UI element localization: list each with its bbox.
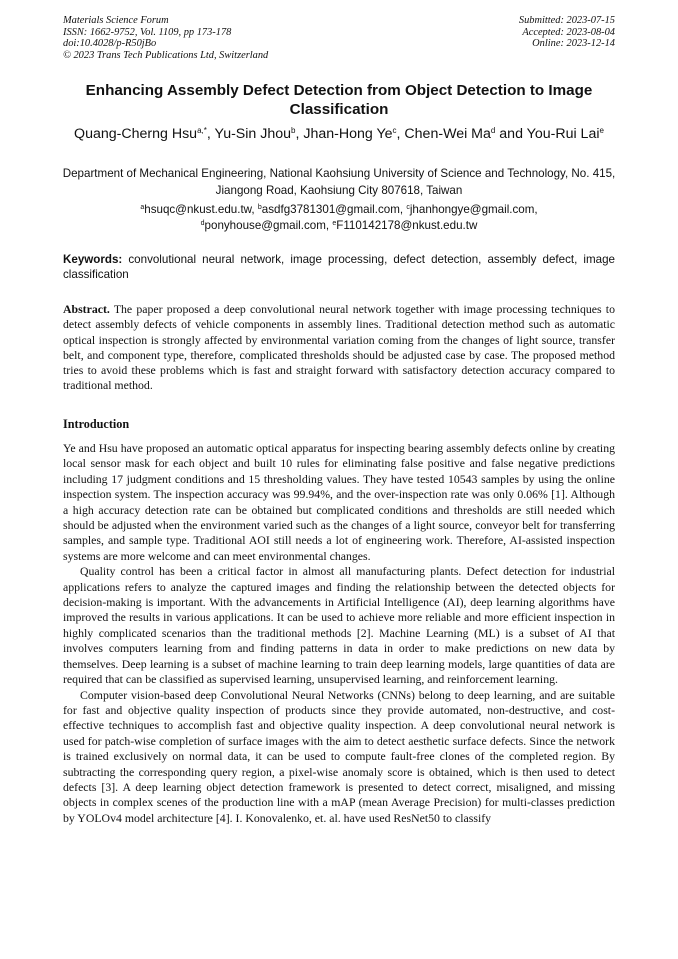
email-line: $^a$hsuqc@nkust.edu.tw, $^b$asdfg3781301@gmail.com, $^c$jhanhongye@gmail.com,	[140, 203, 538, 216]
abstract-label: Abstract.	[63, 302, 110, 316]
author: Chen-Wei Ma$^d$ and	[404, 126, 527, 142]
author-list	[40, 125, 638, 144]
paragraph: Quality control has been a critical factor in almost all manufacturing plants. Defect detection for industrial applications refers to analyze the captured images and finding the relationship between the detected objects for decision-making is important. With the advancements in Artificial Intelligence (AI), deep learning algorithms have improved the results in various applications. It can be used to achieve more reliable and more efficient inspection in highly complicated scenarios than the traditional methods [2]. Machine Learning (ML) is a subset of AI that involves computers learning from and finding patterns in data in order to make predictions on new data by themselves. Deep learning is a subset of machine learning to train deep learning models, large quantities of data are required that can be classified as supervised learning, unsupervised learning, and reinforcement learning.	[63, 564, 615, 687]
section-heading-introduction: Introduction	[63, 417, 130, 431]
abstract-text: The paper proposed a deep convolutional neural network together with image processing techniques to detect assembly defects of vehicle components in assembly lines. Traditional detection method such as automatic optical inspection is strongly affected by environmental variation coming from the changes of light source, transfer belt, and component type, therefore, complicated thresholds should be adjusted case by case. The proposed method tries to avoid these problems which is fast and straight forward with satisfactory detection accuracy compared to traditional method.	[63, 302, 615, 393]
affiliation: Department of Mechanical Engineering, National Kaohsiung University of Science and Technology, No. 415, Jiangong Road, Kaohsiung City 807618, Taiwan	[62, 167, 616, 197]
paragraph: Computer vision-based deep Convolutional Neural Networks (CNNs) belong to deep learning, and are suitable for fast and objective quality inspection of products since they provide automated, non-destructive, and cost-effective techniques to accomplish fast and objective quality inspection. A deep convolutional neural network is used for patch-wise completion of surface images with the aim to detect aesthetic surface defects. Since the network is trained exclusively on normal data, it can be used to compute fault-free clones of the completed region. By subtracting the corresponding query region, a pixel-wise anomaly score is obtained, which is then used to detect defects [3]. A deep learning object detection framework is presented to detect correct, misaligned, and missing objects in complex scenes of the production line with a mAP (mean Average Precision) for multi-classes prediction by YOLOv4 model architecture [4]. I. Konovalenko, et. al. have used ResNet50 to classify	[63, 687, 615, 825]
paragraph: Ye and Hsu have proposed an automatic optical apparatus for inspecting bearing assembly defects online by creating local sensor mask for each object and built 10 rules for eliminating false positive and false negative predictions including 17 judgment conditions and 15 thresholding values. They have tested 10543 samples by using the online inspection system. The inspection accuracy was 99.94%, and the over-inspection rate was only 0.06% [1]. Although a high accuracy detection rate can be obtained but complicated conditions and thresholds are still needed which should be adjusted when the environment varied such as the changes of a light source, conveyor belt for transferring samples, and sample type. Traditional AOI still needs a lot of engineering work. Therefore, AI-assisted inspection systems are more welcome and can meet environmental changes.	[63, 441, 615, 563]
email[interactable]: $^d$ponyhouse@gmail.com	[200, 219, 326, 232]
accepted-date: Accepted: 2023-08-04	[522, 26, 615, 38]
email[interactable]: $^c$jhanhongye@gmail.com	[406, 203, 535, 216]
keywords-text: convolutional neural network, image processing, defect detection, assembly defect, image classification	[63, 253, 615, 281]
email[interactable]: $^a$hsuqc@nkust.edu.tw	[140, 203, 252, 216]
publication-dates	[519, 15, 615, 50]
keywords-label: Keywords:	[63, 253, 123, 266]
doi: doi:10.4028/p-R50jBo	[63, 38, 157, 50]
author-emails	[56, 202, 622, 234]
author: Quang-Cherng Hsu$^{a,*}$,	[74, 126, 215, 142]
paper-title: Enhancing Assembly Defect Detection from Object Detection to Image Classification	[85, 82, 593, 118]
introduction-body	[63, 441, 615, 826]
email[interactable]: $^e$F110142178@nkust.edu.tw	[332, 219, 478, 232]
email-line: $^d$ponyhouse@gmail.com, $^e$F110142178@nkust.edu.tw	[200, 219, 478, 232]
online-date: Online: 2023-12-14	[532, 38, 615, 50]
author: You-Rui Lai$^e$	[526, 126, 604, 142]
author: Jhan-Hong Ye$^c$,	[303, 126, 405, 142]
submitted-date: Submitted: 2023-07-15	[518, 15, 615, 26]
issn-volume: ISSN: 1662-9752, Vol. 1109, pp 173-178	[63, 26, 232, 38]
copyright: © 2023 Trans Tech Publications Ltd, Switzerland	[63, 49, 269, 61]
keywords	[63, 253, 615, 283]
email[interactable]: $^b$asdfg3781301@gmail.com	[257, 203, 400, 216]
journal-name: Materials Science Forum	[63, 15, 169, 26]
author: Yu-Sin Jhou$^b$,	[214, 126, 304, 142]
abstract	[63, 302, 615, 394]
journal-info	[63, 15, 268, 61]
